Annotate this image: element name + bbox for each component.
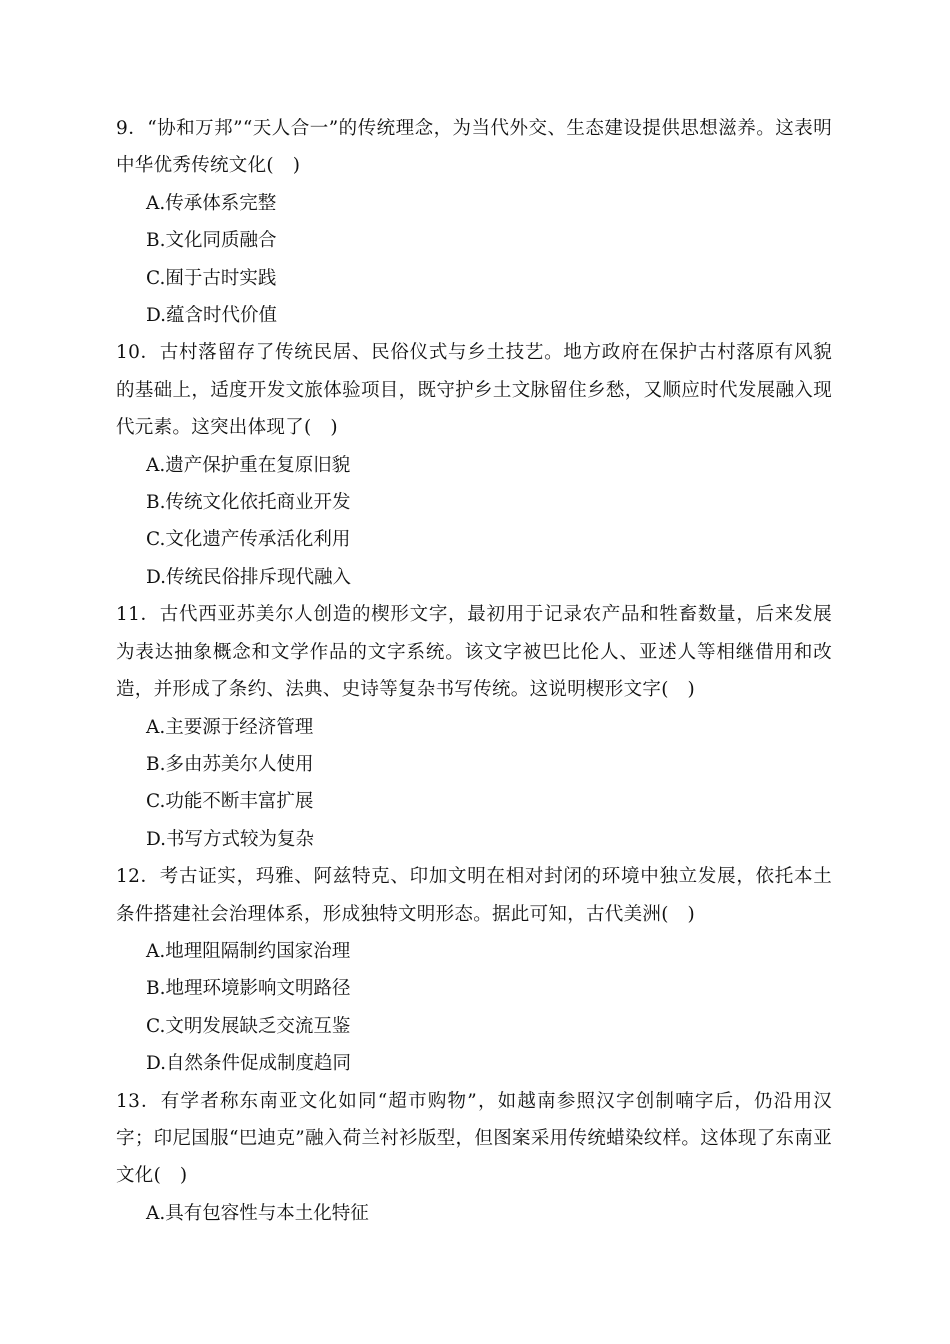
option-a: A.主要源于经济管理 (146, 716, 314, 738)
question-11 (116, 596, 832, 858)
option-d: D.蕴含时代价值 (146, 305, 278, 327)
option-list (116, 447, 832, 597)
option-c: C.文化遗产传承活化利用 (146, 529, 351, 551)
question-10 (116, 334, 832, 596)
question-12 (116, 858, 832, 1082)
option-d: D.自然条件促成制度趋同 (146, 1053, 352, 1075)
option-c: C.囿于古时实践 (146, 267, 277, 289)
option-c: C.功能不断丰富扩展 (146, 791, 314, 813)
option-a: A.具有包容性与本土化特征 (146, 1202, 369, 1224)
option-list (116, 709, 832, 859)
question-stem: 13．有学者称东南亚文化如同“超市购物”，如越南参照汉字创制喃字后，仍沿用汉字；印尼国服“巴迪克”融入荷兰衬衫版型，但图案采用传统蜡染纹样。这体现了东南亚文化( ) (116, 1090, 832, 1187)
option-b: B.传统文化依托商业开发 (146, 492, 351, 514)
question-13 (116, 1083, 832, 1233)
question-stem: 9．“协和万邦”“天人合一”的传统理念，为当代外交、生态建设提供思想滋养。这表明中华优秀传统文化( ) (116, 118, 832, 177)
option-c: C.文明发展缺乏交流互鉴 (146, 1015, 351, 1037)
option-d: D.传统民俗排斥现代融入 (146, 566, 352, 588)
option-a: A.地理阻隔制约国家治理 (146, 940, 351, 962)
option-b: B.文化同质融合 (146, 230, 277, 252)
option-list (116, 1195, 832, 1232)
question-stem: 12．考古证实，玛雅、阿兹特克、印加文明在相对封闭的环境中独立发展，依托本土条件搭建社会治理体系，形成独特文明形态。据此可知，古代美洲( ) (116, 866, 832, 925)
option-b: B.地理环境影响文明路径 (146, 978, 351, 1000)
option-list (116, 933, 832, 1083)
question-list (116, 110, 832, 1232)
option-list (116, 185, 832, 335)
option-d: D.书写方式较为复杂 (146, 828, 315, 850)
question-9 (116, 110, 832, 334)
question-stem: 11．古代西亚苏美尔人创造的楔形文字，最初用于记录农产品和牲畜数量，后来发展为表达抽象概念和文学作品的文字系统。该文字被巴比伦人、亚述人等相继借用和改造，并形成了条约、法典、史诗等复杂书写传统。这说明楔形文字( ) (116, 604, 832, 701)
question-stem: 10．古村落留存了传统民居、民俗仪式与乡土技艺。地方政府在保护古村落原有风貌的基础上，适度开发文旅体验项目，既守护乡土文脉留住乡愁，又顺应时代发展融入现代元素。这突出体现了( ) (116, 342, 832, 439)
option-a: A.遗产保护重在复原旧貌 (146, 454, 351, 476)
option-b: B.多由苏美尔人使用 (146, 753, 314, 775)
option-a: A.传承体系完整 (146, 192, 277, 214)
